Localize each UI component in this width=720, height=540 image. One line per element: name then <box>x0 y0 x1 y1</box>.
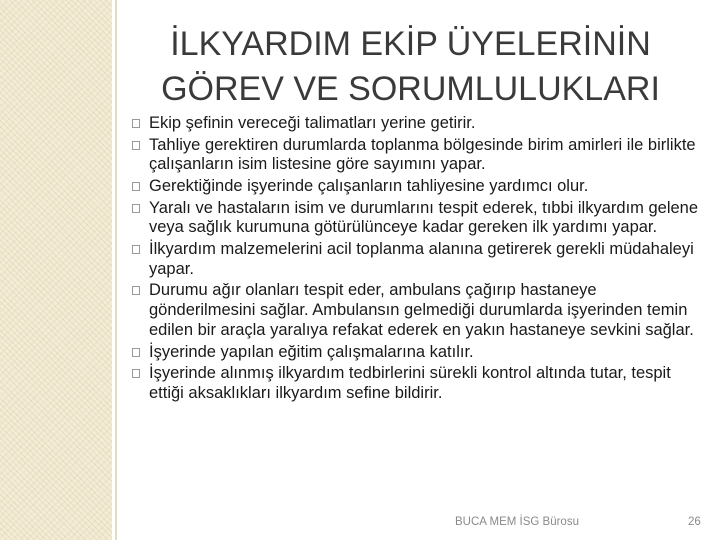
bullet-item <box>130 199 700 239</box>
square-bullet-icon <box>132 119 140 128</box>
bullet-text: İlkyardım malzemelerini acil toplanma alanına getirerek gerekli müdahaleyi yapar. <box>149 239 694 278</box>
page-number: 26 <box>688 516 701 528</box>
bullet-text: İşyerinde yapılan eğitim çalışmalarına katılır. <box>149 342 474 361</box>
square-bullet-icon <box>132 369 140 378</box>
bullet-text: Ekip şefinin vereceği talimatları yerine getirir. <box>149 114 476 132</box>
decorative-side-band <box>0 0 112 540</box>
side-band-divider <box>115 0 117 540</box>
bullet-item <box>130 177 700 197</box>
bullet-text: Tahliye gerektiren durumlarda toplanma bölgesinde birim amirleri ile birlikte çalışanların isim listesine göre sayımını yapar. <box>149 135 696 174</box>
slide-title-line-1: İLKYARDIM EKİP ÜYELERİNİN <box>170 25 651 63</box>
slide-title-line-2: GÖREV VE SORUMLULUKLARI <box>161 70 660 108</box>
square-bullet-icon <box>132 286 140 295</box>
bullet-item <box>130 240 700 280</box>
bullet-list <box>130 114 700 406</box>
footer-text: BUCA MEM İSG Bürosu <box>455 516 579 528</box>
square-bullet-icon <box>132 141 140 150</box>
bullet-item <box>130 364 700 404</box>
bullet-text: Gerektiğinde işyerinde çalışanların tahliyesine yardımcı olur. <box>149 176 589 195</box>
bullet-item <box>130 136 700 176</box>
bullet-text: İşyerinde alınmış ilkyardım tedbirlerini sürekli kontrol altında tutar, tespit ettiği aksaklıkları ilkyardım sefine bildirir. <box>149 364 671 402</box>
bullet-item <box>130 114 700 134</box>
square-bullet-icon <box>132 204 140 213</box>
bullet-text: Yaralı ve hastaların isim ve durumlarını tespit ederek, tıbbi ilkyardım gelene veya sağlık kurumuna götürülünceye kadar gereken ilk yardımı yapar. <box>149 198 699 237</box>
bullet-text: Durumu ağır olanları tespit eder, ambulans çağırıp hastaneye gönderilmesini sağlar. Ambulansın gelmediği durumlarda işyerinden temin edilen bir araçla yaralıya refakat ederek en yakın hastaneye sevkini sağlar. <box>149 281 694 339</box>
square-bullet-icon <box>132 245 140 254</box>
bullet-item <box>130 281 700 340</box>
square-bullet-icon <box>132 348 140 357</box>
square-bullet-icon <box>132 182 140 191</box>
bullet-item <box>130 343 700 363</box>
slide-title <box>118 22 703 112</box>
